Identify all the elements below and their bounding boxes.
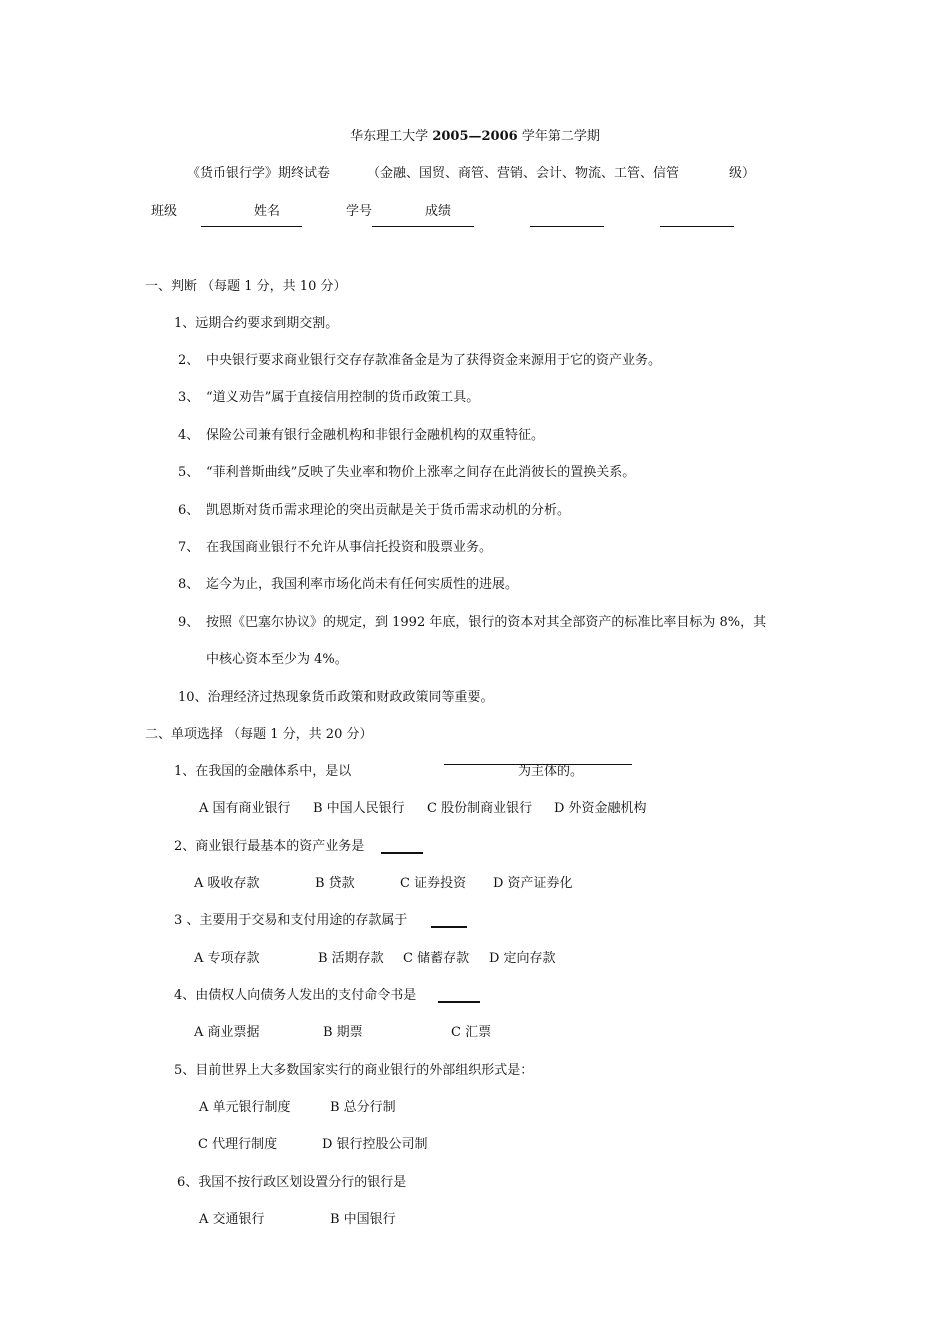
choice-q4-stem: 4、由债权人向债务人发出的支付命令书是: [174, 988, 417, 1003]
exam-title: [0, 129, 950, 145]
choice-q1-option-d[interactable]: D 外资金融机构: [554, 801, 647, 816]
judge-item-3-text: “道义劝告”属于直接信用控制的货币政策工具。: [206, 390, 480, 405]
judge-item-9-text: 按照《巴塞尔协议》的规定，到 1992 年底，银行的资本对其全部资产的标准比率目标为 8%，其: [206, 615, 767, 630]
choice-q4-blank[interactable]: [438, 1001, 480, 1003]
exam-level: 级）: [729, 166, 756, 181]
judge-item-2-num: 2、: [178, 353, 200, 368]
judge-item-2-text: 中央银行要求商业银行交存存款准备金是为了获得资金来源用于它的资产业务。: [206, 353, 662, 368]
judge-item-4-num: 4、: [178, 428, 200, 443]
choice-q3-stem: 3 、主要用于交易和支付用途的存款属于: [174, 913, 408, 928]
choice-q3-option-c[interactable]: C 储蓄存款: [403, 951, 470, 966]
section1-title: 一、判断 （每题 1 分，共 10 分）: [145, 279, 347, 294]
choice-q2-option-b[interactable]: B 贷款: [315, 876, 355, 891]
name-label: 姓名: [254, 204, 281, 219]
judge-item-10: 10、治理经济过热现象货币政策和财政政策同等重要。: [178, 690, 494, 705]
judge-item-5-num: 5、: [178, 465, 200, 480]
choice-q5-option-b[interactable]: B 总分行制: [330, 1100, 396, 1115]
choice-q5-option-d[interactable]: D 银行控股公司制: [322, 1137, 428, 1152]
choice-q6-option-b[interactable]: B 中国银行: [330, 1212, 396, 1227]
judge-item-7-num: 7、: [178, 540, 200, 555]
score-label: 成绩: [425, 204, 452, 219]
choice-q2-option-d[interactable]: D 资产证券化: [493, 876, 573, 891]
choice-q1-stem: 1、在我国的金融体系中，是以: [174, 764, 352, 779]
judge-item-7-text: 在我国商业银行不允许从事信托投资和股票业务。: [206, 540, 493, 555]
choice-q4-option-a[interactable]: A 商业票据: [194, 1025, 260, 1040]
choice-q1-blank[interactable]: [444, 764, 632, 779]
judge-item-8-text: 迄今为止，我国利率市场化尚未有任何实质性的进展。: [206, 577, 519, 592]
choice-q6-option-a[interactable]: A 交通银行: [199, 1212, 265, 1227]
choice-q5-option-c[interactable]: C 代理行制度: [198, 1137, 278, 1152]
score-field[interactable]: [660, 226, 734, 227]
choice-q3-option-b[interactable]: B 活期存款: [318, 951, 384, 966]
choice-q2-stem: 2、商业银行最基本的资产业务是: [174, 839, 365, 854]
choice-q5-option-a[interactable]: A 单元银行制度: [199, 1100, 291, 1115]
section2-title: 二、单项选择 （每题 1 分，共 20 分）: [145, 727, 373, 742]
choice-q5-stem: 5、目前世界上大多数国家实行的商业银行的外部组织形式是：: [174, 1063, 534, 1078]
choice-q3-option-d[interactable]: D 定向存款: [489, 951, 556, 966]
choice-q2-blank[interactable]: [381, 852, 423, 854]
choice-q3-option-a[interactable]: A 专项存款: [194, 951, 260, 966]
judge-item-3-num: 3、: [178, 390, 200, 405]
choice-q6-stem: 6、我国不按行政区划设置分行的银行是: [177, 1175, 407, 1190]
student-id-field[interactable]: [530, 226, 604, 227]
choice-q4-option-c[interactable]: C 汇票: [451, 1025, 492, 1040]
student-id-label: 学号: [346, 204, 373, 219]
choice-q2-option-c[interactable]: C 证券投资: [400, 876, 467, 891]
judge-item-6-text: 凯恩斯对货币需求理论的突出贡献是关于货币需求动机的分析。: [206, 503, 571, 518]
class-field[interactable]: [201, 226, 302, 227]
choice-q1-option-c[interactable]: C 股份制商业银行: [427, 801, 533, 816]
judge-item-8-num: 8、: [178, 577, 200, 592]
judge-item-1: 1、远期合约要求到期交割。: [174, 316, 339, 331]
choice-q1-option-b[interactable]: B 中国人民银行: [313, 801, 405, 816]
choice-q2-option-a[interactable]: A 吸收存款: [194, 876, 260, 891]
judge-item-4-text: 保险公司兼有银行金融机构和非银行金融机构的双重特征。: [206, 428, 545, 443]
choice-q1-option-a[interactable]: A 国有商业银行: [199, 801, 291, 816]
choice-q1-blank-text: 为主体的。: [518, 764, 584, 779]
judge-item-9-num: 9、: [178, 615, 200, 630]
exam-majors: （金融、国贸、商管、营销、会计、物流、工管、信管: [367, 166, 680, 181]
title-years: 2005—2006: [432, 129, 518, 144]
title-university: 华东理工大学: [350, 129, 433, 144]
exam-subtitle: 《货币银行学》期终试卷: [187, 166, 331, 181]
choice-q3-blank[interactable]: [431, 926, 467, 928]
name-field[interactable]: [372, 226, 474, 227]
title-semester: 学年第二学期: [517, 129, 600, 144]
class-label: 班级: [151, 204, 178, 219]
judge-item-5-text: “菲利普斯曲线”反映了失业率和物价上涨率之间存在此消彼长的置换关系。: [206, 465, 636, 480]
judge-item-9-continued: 中核心资本至少为 4%。: [206, 652, 348, 667]
judge-item-6-num: 6、: [178, 503, 200, 518]
choice-q4-option-b[interactable]: B 期票: [323, 1025, 363, 1040]
